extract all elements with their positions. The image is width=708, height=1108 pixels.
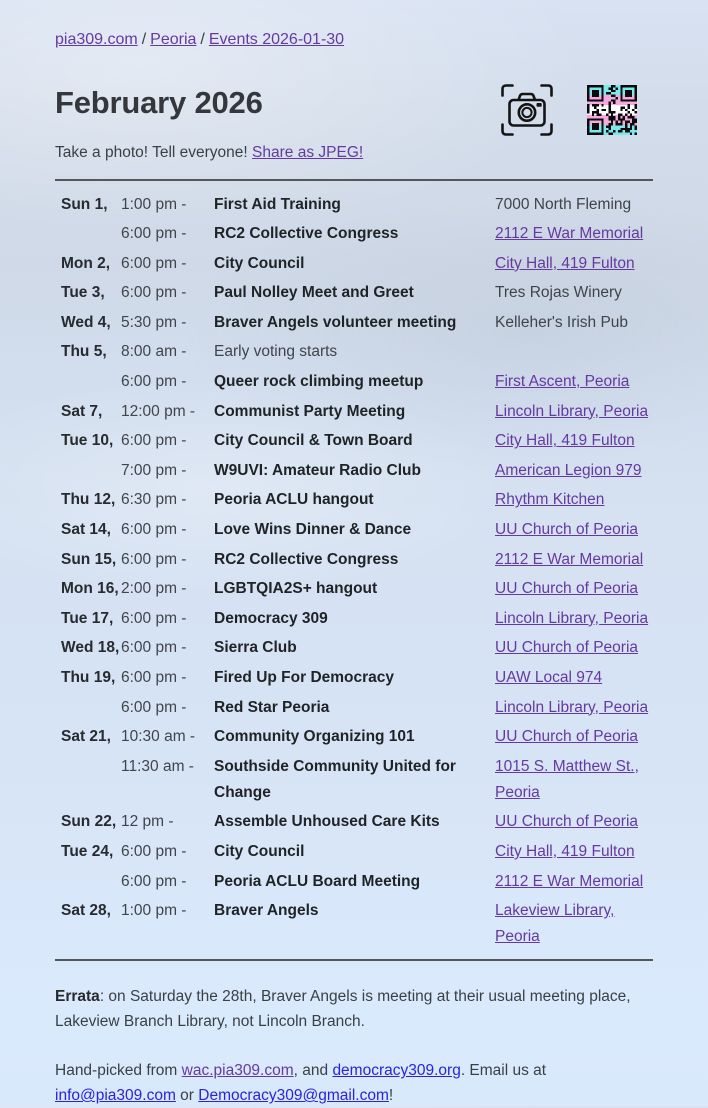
event-row xyxy=(55,635,653,661)
event-time: 1:00 pm - xyxy=(121,195,187,213)
errata-text: : on Saturday the 28th, Braver Angels is meeting at their usual meeting place, Lakeview Branch Library, not Lincoln Branch. xyxy=(55,988,631,1031)
event-date: Tue 10, xyxy=(61,432,114,450)
qr-code xyxy=(587,85,637,135)
footer-text: Hand-picked from xyxy=(55,1062,182,1080)
event-location-link[interactable]: UU Church of Peoria xyxy=(495,521,639,539)
event-date: Sat 14, xyxy=(61,521,111,539)
event-row xyxy=(55,369,653,395)
event-name: Peoria ACLU hangout xyxy=(214,491,374,509)
event-location-link[interactable]: Rhythm Kitchen xyxy=(495,491,605,509)
event-row xyxy=(55,280,653,306)
event-row xyxy=(55,809,653,835)
footer-text: or xyxy=(175,1087,199,1105)
event-name: Red Star Peoria xyxy=(214,698,330,716)
event-time: 6:00 pm - xyxy=(121,432,187,450)
event-location-link[interactable]: First Ascent, Peoria xyxy=(495,373,630,391)
event-location: Kelleher's Irish Pub xyxy=(495,313,629,331)
event-name: City Council xyxy=(214,254,305,272)
breadcrumb xyxy=(55,30,653,50)
events-table xyxy=(55,192,653,951)
event-name: Democracy 309 xyxy=(214,609,328,627)
event-location-link[interactable]: UU Church of Peoria xyxy=(495,580,639,598)
event-location xyxy=(495,369,653,395)
event-location xyxy=(495,898,653,950)
event-time: 6:00 pm - xyxy=(121,669,187,686)
event-row xyxy=(55,221,653,247)
event-location-link[interactable]: UU Church of Peoria xyxy=(495,813,639,831)
event-date: Mon 16, xyxy=(61,580,119,598)
event-name: Early voting starts xyxy=(214,343,338,361)
event-location xyxy=(495,251,653,277)
event-location xyxy=(495,547,653,573)
event-location xyxy=(495,809,653,835)
event-row xyxy=(55,898,653,950)
event-time: 6:00 pm - xyxy=(121,609,187,627)
event-date: Wed 4, xyxy=(61,313,111,331)
event-time: 11:30 am - xyxy=(121,757,194,775)
event-date: Thu 19, xyxy=(61,669,116,686)
event-location: 7000 North Fleming xyxy=(495,195,632,213)
event-location xyxy=(495,399,653,425)
event-location-link[interactable]: Lakeview Library, Peoria xyxy=(495,902,615,946)
event-date: Sun 1, xyxy=(61,195,108,213)
event-date: Tue 24, xyxy=(61,842,114,860)
event-location-link[interactable]: American Legion 979 xyxy=(495,461,642,479)
event-name: RC2 Collective Congress xyxy=(214,225,399,243)
event-date: Sat 28, xyxy=(61,902,111,920)
event-time: 6:00 pm - xyxy=(121,254,187,272)
event-row xyxy=(55,869,653,895)
event-location-link[interactable]: Lincoln Library, Peoria xyxy=(495,698,649,716)
errata-paragraph xyxy=(55,984,653,1034)
event-row xyxy=(55,517,653,543)
event-date: Tue 3, xyxy=(61,284,105,302)
event-time: 6:00 pm - xyxy=(121,698,187,716)
event-time: 1:00 pm - xyxy=(121,902,187,920)
tagline xyxy=(55,143,653,163)
footer-text: , and xyxy=(293,1062,333,1080)
event-time: 6:00 pm - xyxy=(121,225,187,243)
event-date: Tue 17, xyxy=(61,609,114,627)
event-row xyxy=(55,665,653,691)
camera-in-viewfinder-icon xyxy=(497,80,557,140)
breadcrumb-peoria-link[interactable]: Peoria xyxy=(150,31,197,48)
event-date: Thu 12, xyxy=(61,491,116,509)
footer-text: ! xyxy=(388,1087,394,1105)
event-location xyxy=(495,487,653,513)
event-time: 6:00 pm - xyxy=(121,373,187,391)
event-name: Fired Up For Democracy xyxy=(214,669,395,686)
event-time: 6:00 pm - xyxy=(121,842,187,860)
handpicked-paragraph xyxy=(55,1058,653,1108)
event-location xyxy=(495,869,653,895)
event-name: Braver Angels xyxy=(214,902,319,920)
event-time: 2:00 pm - xyxy=(121,580,187,598)
event-location xyxy=(495,724,653,750)
event-location-link[interactable]: 2112 E War Memorial xyxy=(495,225,644,243)
event-time: 6:00 pm - xyxy=(121,284,187,302)
event-name: Love Wins Dinner & Dance xyxy=(214,521,412,539)
event-date: Thu 5, xyxy=(61,343,107,361)
event-name: LGBTQIA2S+ hangout xyxy=(214,580,378,598)
event-location xyxy=(495,428,653,454)
event-name: Community Organizing 101 xyxy=(214,728,415,746)
breadcrumb-events-link[interactable]: Events 2026-01-30 xyxy=(208,31,345,48)
event-row xyxy=(55,724,653,750)
breadcrumb-separator: / xyxy=(200,31,205,48)
wac-pia309-link[interactable]: wac.pia309.com xyxy=(181,1062,294,1080)
event-name: Paul Nolley Meet and Greet xyxy=(214,284,414,302)
event-time: 12:00 pm - xyxy=(121,402,196,420)
event-location xyxy=(495,754,653,806)
event-location-link[interactable]: Lincoln Library, Peoria xyxy=(495,609,649,627)
footer-text: . Email us at xyxy=(460,1062,547,1080)
event-date: Mon 2, xyxy=(61,254,111,272)
event-date: Wed 18, xyxy=(61,639,120,657)
event-row xyxy=(55,606,653,632)
event-row xyxy=(55,695,653,721)
event-row xyxy=(55,839,653,865)
gmail-email-link[interactable]: Democracy309@gmail.com xyxy=(198,1087,389,1105)
event-location xyxy=(495,458,653,484)
info-email-link[interactable]: info@pia309.com xyxy=(55,1087,176,1105)
event-name: Communist Party Meeting xyxy=(214,402,406,420)
event-date: Sun 15, xyxy=(61,550,117,568)
event-name: Southside Community United for Change xyxy=(214,757,456,801)
table-top-rule xyxy=(55,179,653,181)
event-row xyxy=(55,428,653,454)
errata-label: Errata xyxy=(55,988,100,1006)
breadcrumb-home-link[interactable]: pia309.com xyxy=(55,31,138,48)
event-row xyxy=(55,399,653,425)
event-location-link[interactable]: 2112 E War Memorial xyxy=(495,872,644,890)
event-time: 8:00 am - xyxy=(121,343,187,361)
democracy309-link[interactable]: democracy309.org xyxy=(332,1062,461,1080)
event-name: Peoria ACLU Board Meeting xyxy=(214,872,421,890)
event-location xyxy=(495,695,653,721)
event-name: Sierra Club xyxy=(214,639,297,657)
event-name: W9UVI: Amateur Radio Club xyxy=(214,461,421,479)
event-name: RC2 Collective Congress xyxy=(214,550,399,568)
event-name: Queer rock climbing meetup xyxy=(214,373,424,391)
tagline-text: Take a photo! Tell everyone! xyxy=(55,144,253,161)
event-name: First Aid Training xyxy=(214,195,341,213)
event-location: Tres Rojas Winery xyxy=(495,284,622,302)
event-location xyxy=(495,517,653,543)
table-bottom-rule xyxy=(55,959,653,961)
footer xyxy=(55,984,653,1108)
share-as-jpeg-link[interactable]: Share as JPEG! xyxy=(252,144,364,161)
event-location xyxy=(495,576,653,602)
event-row xyxy=(55,754,653,806)
event-location xyxy=(495,635,653,661)
event-location xyxy=(495,221,653,247)
event-name: Braver Angels volunteer meeting xyxy=(214,313,457,331)
event-date: Sat 21, xyxy=(61,728,111,746)
event-location-link[interactable]: UU Church of Peoria xyxy=(495,639,639,657)
event-location xyxy=(495,665,653,691)
event-time: 6:00 pm - xyxy=(121,521,187,539)
event-date: Sat 7, xyxy=(61,402,103,420)
event-name: Assemble Unhoused Care Kits xyxy=(214,813,440,831)
event-time: 12 pm - xyxy=(121,813,174,831)
event-location-link[interactable]: City Hall, 419 Fulton xyxy=(495,842,635,860)
header-icons xyxy=(497,80,653,140)
event-row xyxy=(55,458,653,484)
event-name: City Council xyxy=(214,842,305,860)
event-location-link[interactable]: UU Church of Peoria xyxy=(495,728,639,746)
event-row xyxy=(55,251,653,277)
event-time: 6:00 pm - xyxy=(121,550,187,568)
breadcrumb-separator: / xyxy=(141,31,147,48)
event-location xyxy=(495,839,653,865)
event-row xyxy=(55,339,653,365)
event-row xyxy=(55,310,653,336)
event-name: City Council & Town Board xyxy=(214,432,413,450)
event-time: 7:00 pm - xyxy=(121,461,187,479)
event-row xyxy=(55,547,653,573)
event-location-link[interactable]: UAW Local 974 xyxy=(495,669,603,686)
event-row xyxy=(55,576,653,602)
event-time: 6:30 pm - xyxy=(121,491,187,509)
event-location-link[interactable]: Lincoln Library, Peoria xyxy=(495,402,649,420)
event-location-link[interactable]: City Hall, 419 Fulton xyxy=(495,432,635,450)
page-title: February 2026 xyxy=(55,85,263,120)
event-time: 6:00 pm - xyxy=(121,872,187,890)
event-time: 5:30 pm - xyxy=(121,313,187,331)
event-row xyxy=(55,487,653,513)
event-time: 10:30 am - xyxy=(121,728,196,746)
event-date: Sun 22, xyxy=(61,813,117,831)
event-location-link[interactable]: City Hall, 419 Fulton xyxy=(495,254,635,272)
event-row xyxy=(55,192,653,218)
event-location-link[interactable]: 2112 E War Memorial xyxy=(495,550,644,568)
event-location xyxy=(495,606,653,632)
event-time: 6:00 pm - xyxy=(121,639,187,657)
event-location-link[interactable]: 1015 S. Matthew St., Peoria xyxy=(495,757,639,801)
